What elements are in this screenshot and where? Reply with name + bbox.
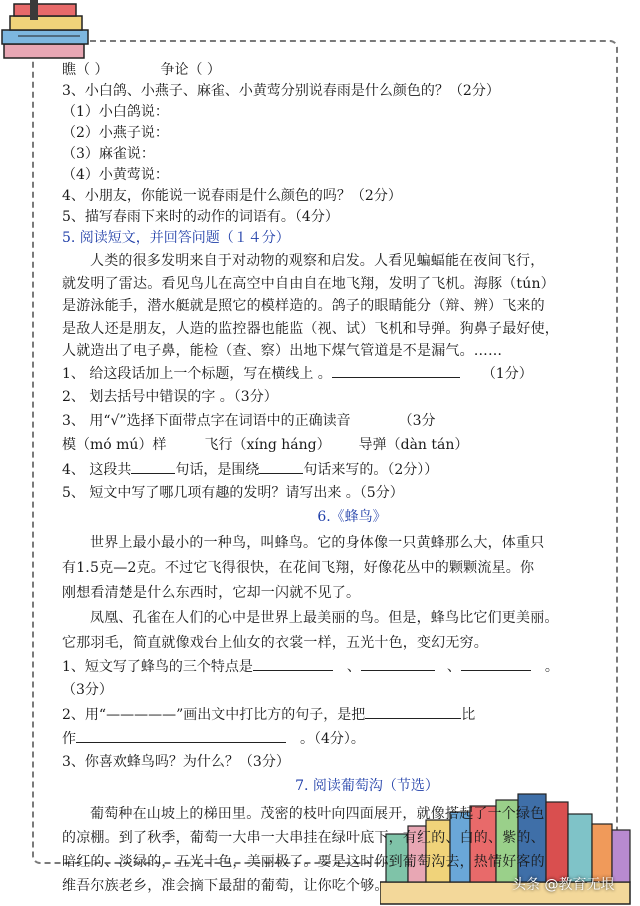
- section6-q1-score: （3分）: [62, 681, 113, 698]
- fill-blank-zhenglun: 争论（ ）: [160, 62, 221, 78]
- section6-heading: 6.《蜂鸟》: [317, 508, 387, 525]
- q4-item4: 4、小朋友，你能说一说春雨是什么颜色的吗？（2分）: [62, 188, 402, 204]
- answer-blank: [76, 728, 286, 743]
- passage-line: 它那羽毛，简直就像戏台上仙女的衣裳一样，五光十色，变幻无穷。: [62, 634, 488, 651]
- watermark: 头条 @教育无垠: [512, 877, 615, 893]
- passage-line: 人类的很多发明来自于对动物的观察和启发。人看见蝙蝠能在夜间飞行，: [90, 253, 545, 269]
- worksheet-content: [62, 60, 602, 898]
- section6-passage2: [62, 606, 602, 656]
- passage-line: 维吾尔族老乡，准会摘下最甜的葡萄，让你吃个够。: [62, 877, 389, 894]
- section5-q2: 2、 划去括号中错误的字 。（3分）: [62, 388, 278, 405]
- q4-fragment-line: [62, 60, 602, 81]
- answer-blank: [259, 459, 303, 474]
- section6-q1: 1、短文写了蜂鸟的三个特点是 、 、 。: [62, 656, 602, 680]
- passage-line: 就发明了雷达。看见鸟儿在高空中自由自在地飞翔，发明了飞机。海豚（tún）: [62, 275, 555, 292]
- fill-blank-qiao: 瞧（ ）: [62, 62, 109, 78]
- section5-passage: [62, 250, 602, 363]
- passage-line: 人就造出了电子鼻，能检（查、察）出地下煤气管道是不是漏气。……: [62, 343, 503, 359]
- passage-line: 是敌人还是朋友，人造的监控器也能监（视、试）飞机和导弹。狗鼻子最好使，: [62, 320, 559, 337]
- passage-line: 刚想看清楚是什么东西时，它却一闪就不见了。: [62, 584, 361, 601]
- section5-q3-words: 模（mó mú）样 飞行（xíng háng） 导弹（dàn tán）: [62, 436, 469, 453]
- answer-blank: [461, 656, 531, 671]
- section5-heading: 5. 阅读短文，并回答问题（１４分）: [62, 230, 290, 246]
- passage-line: 世界上最小最小的一种鸟，叫蜂鸟。它的身体像一只黄蜂那么大，体重只: [90, 534, 545, 551]
- answer-blank: [365, 704, 461, 719]
- q4-item5: 5、描写春雨下来时的动作的词语有。（4分）: [62, 209, 339, 225]
- section6-q2: 2、用“—————”画出文中打比方的句子，是把 比: [62, 704, 602, 728]
- section6-q3: 3、你喜欢蜂鸟吗？为什么？（3分）: [62, 753, 290, 770]
- q4-sub1: （1）小白鸽说：: [62, 104, 169, 120]
- section6-passage1: [62, 531, 602, 606]
- passage-line: 暗红的、淡绿的，五光十色，美丽极了。要是这时你到葡萄沟去，热情好客的: [62, 853, 545, 870]
- passage-line: 葡萄种在山坡上的梯田里。茂密的枝叶向四面展开，就像搭起了一个绿色: [90, 805, 545, 822]
- passage-line: 凤凰、孔雀在人们的心中是世界上最美丽的鸟。但是，蜂鸟比它们更美丽。: [90, 609, 559, 626]
- passage-line: 是游泳能手，潜水艇就是照它的模样造的。鸽子的眼睛能分（辩、辨）飞来的: [62, 298, 545, 314]
- section6-q2-cont: 作 。（4分）。: [62, 728, 602, 752]
- answer-blank: [131, 459, 175, 474]
- section5-q1: 1、 给这段话加上一个标题，写在横线上 。 （1分）: [62, 363, 602, 387]
- q4-sub2: （2）小燕子说：: [62, 125, 169, 141]
- q4-sub4: （4）小黄莺说：: [62, 167, 169, 183]
- answer-blank: [253, 656, 333, 671]
- answer-blank: [361, 656, 435, 671]
- section5-q3: 3、 用“√”选择下面带点字在词语中的正确读音 （3分: [62, 412, 436, 429]
- passage-line: 的凉棚。到了秋季，葡萄一大串一大串挂在绿叶底下，有红的、白的、紫的、: [62, 829, 545, 846]
- section7-heading: 7. 阅读葡萄沟（节选）: [295, 777, 439, 794]
- q4-item3: 3、小白鸽、小燕子、麻雀、小黄莺分别说春雨是什么颜色的？（2分）: [62, 83, 500, 99]
- section5-q5: 5、 短文中写了哪几项有趣的发明？请写出来 。（5分）: [62, 484, 404, 501]
- q4-sub3: （3）麻雀说：: [62, 146, 155, 162]
- section5-q4: 4、 这段共 句话，是围绕 句话来写的。（2分））: [62, 459, 602, 483]
- answer-blank: [332, 363, 460, 378]
- passage-line: 有1.5克—2克。不过它飞得很快，在花间飞翔，好像花丛中的颗颗流星。你: [62, 559, 535, 576]
